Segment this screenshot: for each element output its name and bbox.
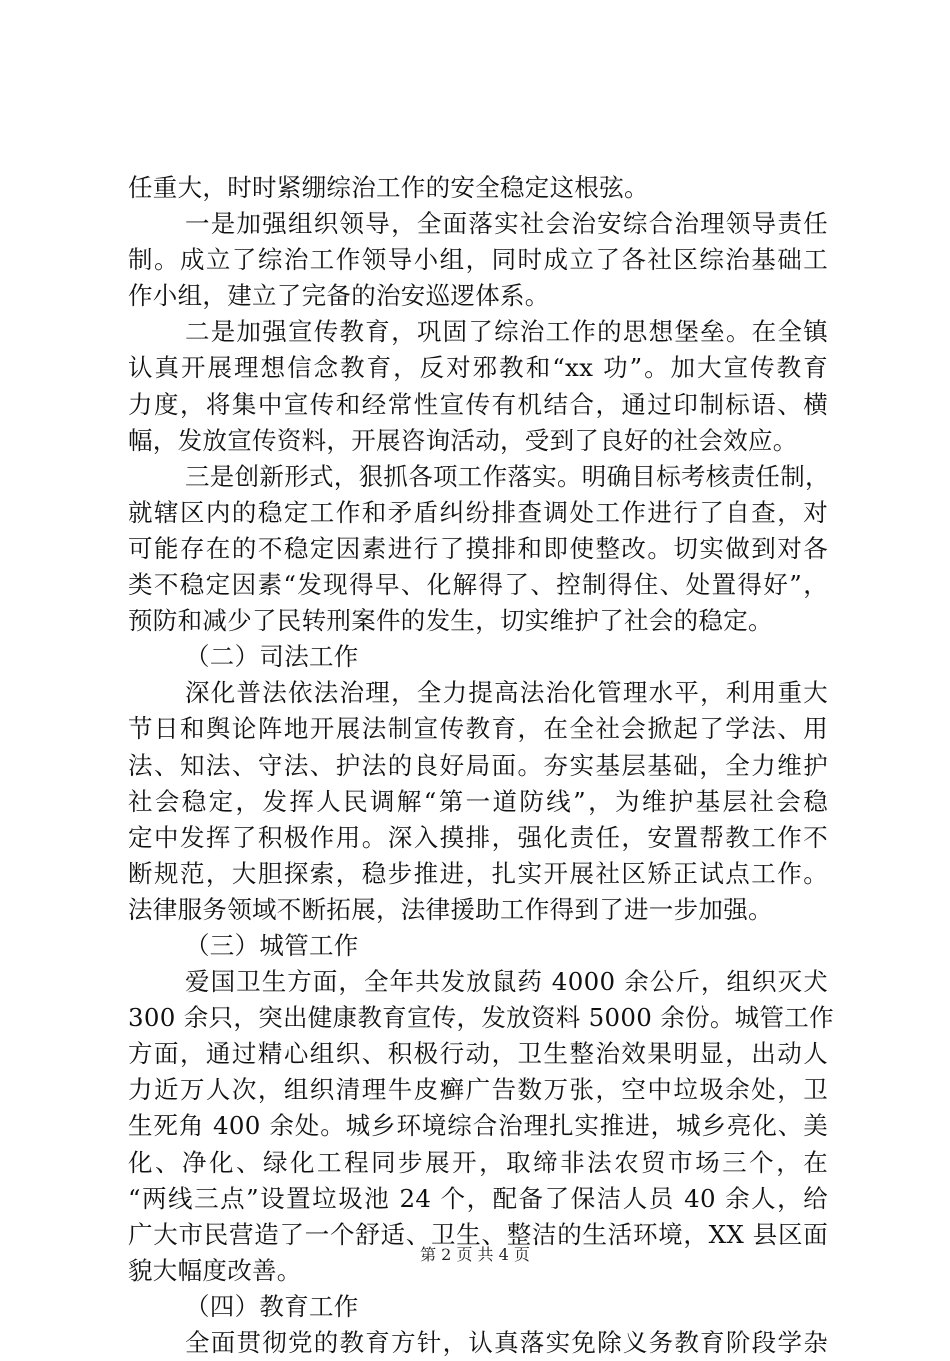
text-line: 制。成立了综治工作领导小组，同时成立了各社区综治基础工	[128, 245, 828, 275]
text-line: 就辖区内的稳定工作和矛盾纠纷排查调处工作进行了自查，对	[128, 497, 828, 527]
text-line: （三）城管工作	[185, 930, 359, 960]
text-line: （四）教育工作	[185, 1291, 359, 1321]
text-line: “两线三点”设置垃圾池 24 个，配备了保洁人员 40 余人，给	[128, 1183, 828, 1213]
text-line: 化、净化、绿化工程同步展开，取缔非法农贸市场三个，在	[128, 1147, 828, 1177]
page-footer: 第 2 页 共 4 页	[420, 1245, 530, 1264]
text-line: 可能存在的不稳定因素进行了摸排和即使整改。切实做到对各	[128, 533, 828, 563]
text-line: 300 余只，突出健康教育宣传，发放资料 5000 余份。城管工作	[128, 1003, 834, 1033]
text-line: 节日和舆论阵地开展法制宣传教育，在全社会掀起了学法、用	[128, 714, 828, 744]
text-line: 二是加强宣传教育，巩固了综治工作的思想堡垒。在全镇	[185, 317, 828, 347]
text-line: 断规范，大胆探索，稳步推进，扎实开展社区矫正试点工作。	[128, 858, 828, 888]
text-line: 幅，发放宣传资料，开展咨询活动，受到了良好的社会效应。	[128, 425, 798, 455]
text-line: 定中发挥了积极作用。深入摸排，强化责任，安置帮教工作不	[128, 822, 828, 852]
text-line: 一是加强组织领导，全面落实社会治安综合治理领导责任	[185, 209, 828, 239]
text-line: 力度，将集中宣传和经常性宣传有机结合，通过印制标语、横	[128, 389, 828, 419]
text-line: 社会稳定，发挥人民调解“第一道防线”，为维护基层社会稳	[128, 786, 828, 816]
text-line: 三是创新形式，狠抓各项工作落实。明确目标考核责任制，	[185, 461, 830, 491]
text-line: 全面贯彻党的教育方针，认真落实免除义务教育阶段学杂	[185, 1328, 828, 1357]
text-line: 类不稳定因素“发现得早、化解得了、控制得住、处置得好”，	[128, 570, 828, 600]
text-line: 深化普法依法治理，全力提高法治化管理水平，利用重大	[185, 678, 828, 708]
text-line: 力近万人次，组织清理牛皮癣广告数万张，空中垃圾余处，卫	[128, 1075, 828, 1105]
text-line: 广大市民营造了一个舒适、卫生、整洁的生活环境，XX 县区面	[128, 1219, 828, 1249]
text-line: 作小组，建立了完备的治安巡逻体系。	[128, 281, 550, 311]
text-line: 法律服务领域不断拓展，法律援助工作得到了进一步加强。	[128, 894, 773, 924]
text-line: 任重大，时时紧绷综治工作的安全稳定这根弦。	[128, 173, 649, 202]
text-line: 爱国卫生方面，全年共发放鼠药 4000 余公斤，组织灭犬	[185, 967, 828, 997]
text-line: 方面，通过精心组织、积极行动，卫生整治效果明显，出动人	[128, 1039, 828, 1069]
text-line: 认真开展理想信念教育，反对邪教和“xx 功”。加大宣传教育	[128, 353, 828, 383]
text-line: 貌大幅度改善。	[128, 1255, 302, 1285]
text-line: （二）司法工作	[185, 642, 359, 672]
text-line: 预防和减少了民转刑案件的发生，切实维护了社会的稳定。	[128, 606, 773, 636]
text-line: 生死角 400 余处。城乡环境综合治理扎实推进，城乡亮化、美	[128, 1111, 828, 1141]
document-body	[128, 170, 834, 1361]
text-line: 法、知法、守法、护法的良好局面。夯实基层基础，全力维护	[128, 750, 828, 780]
